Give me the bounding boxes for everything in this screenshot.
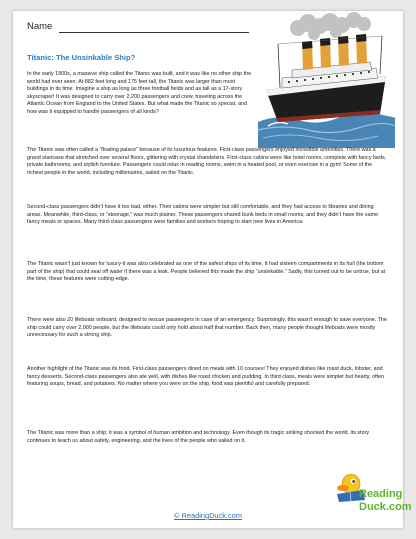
paragraph-3: Second-class passengers didn’t have it too bad, either. Their cabins were simpler but still comfortable, and they had access to libraries and dining areas. Meanwhile, third-class, or “steerage,” was much plainer. These passengers shared bunk beds in small rooms, and they didn’t have the same fancy meals or spaces. Many third-class passengers were families and workers hoping to start new lives in America. bbox=[27, 204, 379, 226]
paragraph-6: Another highlight of the Titanic was its food. First-class passengers dined on meals with 10 courses! They enjoyed dishes like roast duck, lobster, and fancy desserts. Second-class passengers also ate well, with dishes like roast chicken and pudding. In third class, meals were simpler but hearty, often featuring soups, bread, and potatoes. No matter where you were on the ship, food was plentiful and carefully prepared. bbox=[27, 366, 385, 388]
worksheet-page bbox=[13, 11, 412, 528]
worksheet-title: Titanic: The Unsinkable Ship? bbox=[27, 53, 136, 62]
paragraph-2: The Titanic was often called a “floating palace” because of its luxurious features. First-class passengers enjoyed incredible amenities. There was a grand staircase that stretched over several floors, glittering with crystal chandeliers. First-class cabins were like hotel rooms, complete with fancy beds, private bathrooms, and stylish furniture. Passengers could relax in reading rooms, swim in a heated pool, or even exercise in a gym! Some of the richest people in the world, including millionaires, sailed on the Titanic. bbox=[27, 147, 387, 176]
paragraph-4: The Titanic wasn’t just known for luxury-it was also celebrated as one of the safest ships of its time. It had sixteen compartments in its hull (the bottom part of the ship) that could seal off water if there was a leak. People believed this made the ship “unsinkable.” Sadly, this turned out to be untrue, but at the time, these features were cutting-edge. bbox=[27, 261, 386, 283]
paragraph-5: There were also 20 lifeboats onboard, designed to rescue passengers in case of an emergency. Surprisingly, this wasn’t enough to save everyone. The ship could carry over 2,000 people, but the lifeboats could only hold about half that number. Back then, many people thought lifeboats were mostly unnecessary for such a strong ship. bbox=[27, 317, 387, 339]
name-label: Name bbox=[27, 21, 53, 32]
footer-copyright-link[interactable]: © ReadingDuck.com bbox=[174, 511, 242, 520]
paragraph-1: In the early 1900s, a massive ship called the Titanic was built, and it was like no other ship the world had ever seen. At 882 feet long and 175 feet tall, the Titanic was larger than most buildings in its time. Imagine a ship as long as three football fields and as tall as a 17-story skyscraper! It was designed to carry over 2,200 passengers and crew, traveling across the Atlantic Ocean from England to the United States. But what made the Titanic so special, and how was it equipped to handle passengers of all kinds? bbox=[27, 71, 252, 115]
titanic-ship-illustration bbox=[258, 14, 395, 148]
logo-text-duck: Duck.com bbox=[359, 501, 412, 513]
name-field-line[interactable] bbox=[59, 32, 249, 33]
paragraph-7: The Titanic was more than a ship; it was a symbol of human ambition and technology. Even though its tragic sinking shocked the world, its story continues to teach us about safety, engineering, and the lives of the people who sailed on it. bbox=[27, 430, 370, 444]
logo-text-reading: Reading bbox=[359, 488, 403, 500]
